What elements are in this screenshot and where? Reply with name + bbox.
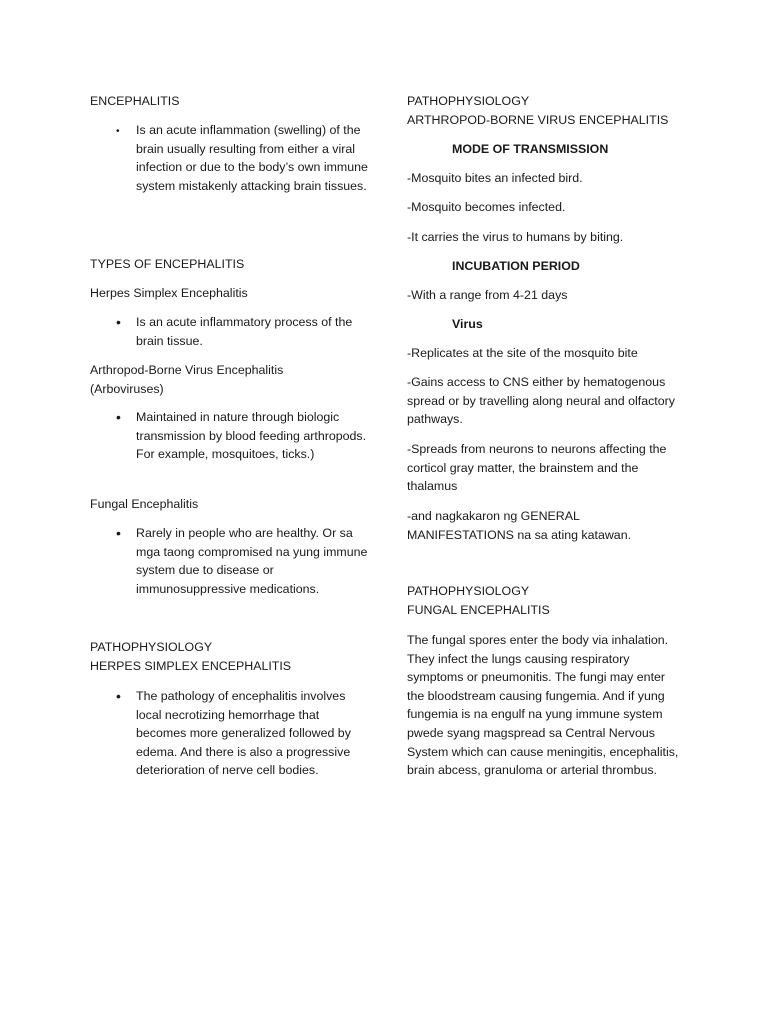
types-heading: TYPES OF ENCEPHALITIS bbox=[90, 257, 245, 271]
patho-hse-text: The pathology of encephalitis involves local necrotizing hemorrhage that becomes more generalized followed by edema. And there is also a progressive deterioration of nerve cell bodies. bbox=[136, 689, 351, 778]
patho-fungal-text: The fungal spores enter the body via inhalation. They infect the lungs causing respiratory symptoms or pneumonitis. The fungi may enter the bloodstream causing fungemia. And if yung fungemia is na engulf na yung immune system pwede syang magspread sa Central Nervous System which can cause meningitis, encephalitis, brain abcess, granuloma or arterial thrombus. bbox=[407, 633, 679, 778]
incubation-heading: INCUBATION PERIOD bbox=[452, 259, 580, 273]
virus-step-4: -and nagkakaron ng GENERAL MANIFESTATIONS na sa ating katawan. bbox=[407, 509, 632, 542]
virus-step-3: -Spreads from neurons to neurons affecting the corticol gray matter, the brainstem and the thalamus bbox=[407, 442, 667, 494]
arbo-definition: Maintained in nature through biologic transmission by blood feeding arthropods. For example, mosquitoes, ticks.) bbox=[136, 410, 367, 462]
patho-heading: PATHOPHYSIOLOGY bbox=[90, 640, 213, 654]
patho-subheading: ARTHROPOD-BORNE VIRUS ENCEPHALITIS bbox=[407, 113, 669, 127]
mode-heading: MODE OF TRANSMISSION bbox=[452, 142, 609, 156]
bullet-icon: • bbox=[116, 314, 121, 330]
mode-step-1: -Mosquito bites an infected bird. bbox=[407, 171, 583, 185]
virus-step-2: -Gains access to CNS either by hematogenous spread or by travelling along neural and olfactory pathways. bbox=[407, 375, 675, 427]
fungal-definition: Rarely in people who are healthy. Or sa mga taong compromised na yung immune system due to disease or immunosuppressive medications. bbox=[136, 526, 368, 596]
virus-step-1: -Replicates at the site of the mosquito bite bbox=[407, 346, 638, 360]
patho-heading: PATHOPHYSIOLOGY bbox=[407, 584, 530, 598]
bullet-icon: • bbox=[116, 126, 120, 137]
hse-definition: Is an acute inflammatory process of the brain tissue. bbox=[136, 315, 353, 348]
mode-step-3: -It carries the virus to humans by biting. bbox=[407, 230, 624, 244]
mode-step-2: -Mosquito becomes infected. bbox=[407, 200, 566, 214]
patho-heading: PATHOPHYSIOLOGY bbox=[407, 94, 530, 108]
encephalitis-definition: Is an acute inflammation (swelling) of the brain usually resulting from either a viral infection or due to the body’s own immune system mistakenly attacking brain tissues. bbox=[136, 123, 368, 193]
fungal-heading: Fungal Encephalitis bbox=[90, 497, 199, 511]
hse-heading: Herpes Simplex Encephalitis bbox=[90, 286, 248, 300]
patho-subheading: FUNGAL ENCEPHALITIS bbox=[407, 603, 550, 617]
bullet-icon: • bbox=[116, 409, 121, 425]
virus-heading: Virus bbox=[452, 317, 483, 331]
bullet-icon: • bbox=[116, 525, 121, 541]
bullet-icon: • bbox=[116, 688, 121, 704]
patho-subheading: HERPES SIMPLEX ENCEPHALITIS bbox=[90, 659, 292, 673]
arbo-heading: Arthropod-Borne Virus Encephalitis (Arboviruses) bbox=[90, 363, 284, 396]
incubation-text: -With a range from 4-21 days bbox=[407, 288, 568, 302]
encephalitis-heading: ENCEPHALITIS bbox=[90, 94, 180, 108]
